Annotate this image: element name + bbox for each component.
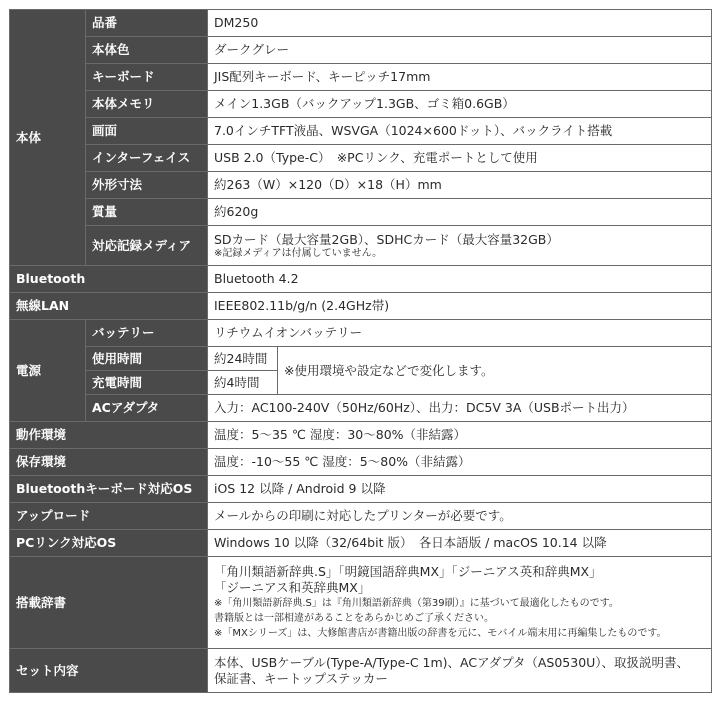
dict-line-1: 「角川類語新辞典.S」「明鏡国語辞典MX」「ジーニアス英和辞典MX」 — [214, 564, 602, 579]
spec-table — [9, 9, 712, 693]
spec-row-model — [10, 10, 712, 37]
label-pclink-os: PCリンク対応OS — [10, 530, 208, 557]
value-dimensions: 約263（W）×120（D）×18（H）mm — [208, 172, 712, 199]
label-color: 本体色 — [86, 37, 208, 64]
value-dictionaries — [208, 557, 712, 649]
label-screen: 画面 — [86, 118, 208, 145]
spec-row-bluetooth — [10, 266, 712, 293]
label-adapter: ACアダプタ — [86, 395, 208, 422]
spec-row-adapter — [10, 395, 712, 422]
label-dictionaries: 搭載辞書 — [10, 557, 208, 649]
value-bluetooth: Bluetooth 4.2 — [208, 266, 712, 293]
dict-note-2: 書籍版とは一部相違があることをあらかじめご了承ください。 — [214, 613, 494, 624]
value-upload: メールからの印刷に対応したプリンターが必要です。 — [208, 503, 712, 530]
value-usage: 約24時間 — [208, 347, 278, 371]
spec-row-dimensions — [10, 172, 712, 199]
spec-row-screen — [10, 118, 712, 145]
set-line-2: 保証書、キートップステッカー — [214, 670, 388, 686]
value-color: ダークグレー — [208, 37, 712, 64]
value-set-contents — [208, 649, 712, 693]
media-note: ※記録メディアは付属していません。 — [214, 247, 383, 259]
label-keyboard: キーボード — [86, 64, 208, 91]
spec-row-pclink-os — [10, 530, 712, 557]
label-wlan: 無線LAN — [10, 293, 208, 320]
group-label-power: 電源 — [10, 320, 86, 422]
value-storage-env: 温度：-10〜55 ℃ 湿度：5〜80%（非結露） — [208, 449, 712, 476]
value-operating-env: 温度：5〜35 ℃ 湿度：30〜80%（非結露） — [208, 422, 712, 449]
dict-line-2: 「ジーニアス和英辞典MX」 — [214, 580, 371, 595]
label-battery: バッテリー — [86, 320, 208, 347]
spec-row-storage-env — [10, 449, 712, 476]
label-charge: 充電時間 — [86, 371, 208, 395]
set-line-1: 本体、USBケーブル(Type-A/Type-C 1m)、ACアダプタ（AS0530U）、取扱説明書、 — [214, 654, 690, 670]
dict-note-1: ※「角川類語新辞典.S」は『角川類語新辞典（第39刷）』に基づいて最適化したものです。 — [214, 598, 619, 609]
media-text: SDカード（最大容量2GB）、SDHCカード（最大容量32GB） — [214, 231, 559, 247]
spec-row-keyboard — [10, 64, 712, 91]
label-media: 対応記録メディア — [86, 226, 208, 266]
label-set-contents: セット内容 — [10, 649, 208, 693]
label-dimensions: 外形寸法 — [86, 172, 208, 199]
spec-row-color — [10, 37, 712, 64]
label-weight: 質量 — [86, 199, 208, 226]
spec-row-set-contents — [10, 649, 712, 693]
value-memory: メイン1.3GB（バックアップ1.3GB、ゴミ箱0.6GB） — [208, 91, 712, 118]
dict-note-3: ※「MXシリーズ」は、大修館書店が書籍出版の辞書を元に、モバイル端末用に再編集したものです。 — [214, 628, 667, 639]
value-weight: 約620g — [208, 199, 712, 226]
value-bt-keyboard-os: iOS 12 以降 / Android 9 以降 — [208, 476, 712, 503]
spec-row-wlan — [10, 293, 712, 320]
spec-row-weight — [10, 199, 712, 226]
value-usage-charge — [208, 347, 712, 395]
value-model: DM250 — [208, 10, 712, 37]
label-storage-env: 保存環境 — [10, 449, 208, 476]
label-usage: 使用時間 — [86, 347, 208, 371]
value-charge: 約4時間 — [208, 371, 278, 395]
group-label-body: 本体 — [10, 10, 86, 266]
value-adapter: 入力：AC100-240V（50Hz/60Hz）、出力：DC5V 3A（USBポート出力） — [208, 395, 712, 422]
spec-row-interface — [10, 145, 712, 172]
spec-row-usage — [10, 347, 712, 371]
spec-row-upload — [10, 503, 712, 530]
value-pclink-os: Windows 10 以降（32/64bit 版） 各日本語版 / macOS 10.14 以降 — [208, 530, 712, 557]
value-wlan: IEEE802.11b/g/n (2.4GHz帯) — [208, 293, 712, 320]
spec-row-memory — [10, 91, 712, 118]
label-upload: アップロード — [10, 503, 208, 530]
time-note: ※使用環境や設定などで変化します。 — [284, 363, 494, 378]
spec-row-bt-keyboard-os — [10, 476, 712, 503]
label-model: 品番 — [86, 10, 208, 37]
spec-row-operating-env — [10, 422, 712, 449]
value-keyboard: JIS配列キーボード、キーピッチ17mm — [208, 64, 712, 91]
label-memory: 本体メモリ — [86, 91, 208, 118]
label-bluetooth: Bluetooth — [10, 266, 208, 293]
spec-row-battery — [10, 320, 712, 347]
label-interface: インターフェイス — [86, 145, 208, 172]
value-media — [208, 226, 712, 266]
spec-row-media — [10, 226, 712, 266]
value-screen: 7.0インチTFT液晶、WSVGA（1024×600ドット）、バックライト搭載 — [208, 118, 712, 145]
spec-row-dictionaries — [10, 557, 712, 649]
value-interface: USB 2.0（Type-C） ※PCリンク、充電ポートとして使用 — [208, 145, 712, 172]
label-bt-keyboard-os: Bluetoothキーボード対応OS — [10, 476, 208, 503]
label-operating-env: 動作環境 — [10, 422, 208, 449]
value-battery: リチウムイオンバッテリー — [208, 320, 712, 347]
